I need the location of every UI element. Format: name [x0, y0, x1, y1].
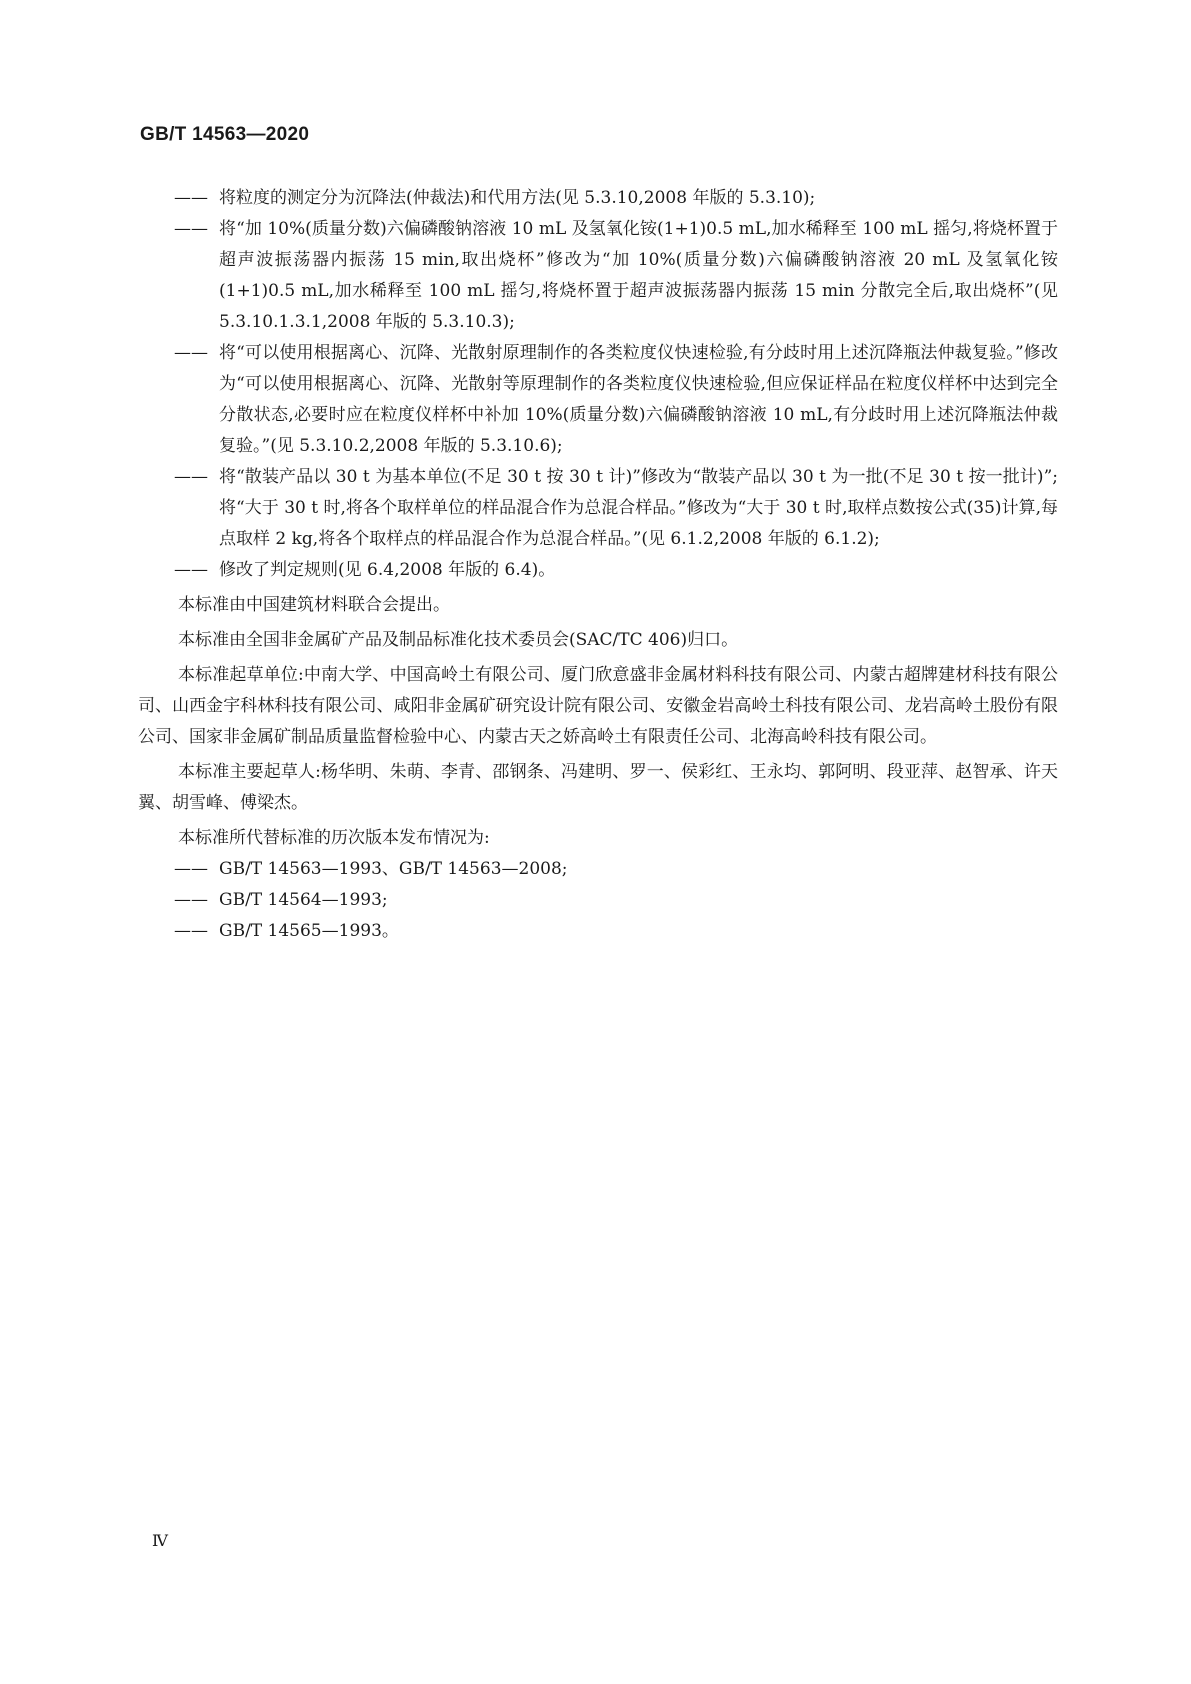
- proposed-by-paragraph: 本标准由中国建筑材料联合会提出。: [178, 595, 450, 615]
- change-text: 将粒度的测定分为沉降法(仲裁法)和代用方法(见 5.3.10,2008 年版的 5.3.10);: [219, 188, 816, 208]
- page-number: Ⅳ: [152, 1531, 168, 1550]
- change-text: 将“加 10%(质量分数)六偏磷酸钠溶液 10 mL 及氢氧化铵(1+1)0.5 mL,加水稀释至 100 mL 摇匀,将烧杯置于超声波振荡器内振荡 15 min,取出烧杯”修改为“加 10%(质量分数)六偏磷酸钠溶液 20 mL 及氢氧化铵(1+1)0.5 mL,加水稀释至 100 mL 摇匀,将烧杯置于超声波振荡器内振荡 15 min 分散完全后,取出烧杯”(见 5.3.10.1.3.1,2008 年版的 5.3.10.3);: [219, 219, 1058, 332]
- change-item: [174, 555, 1058, 586]
- change-item: [174, 338, 1058, 462]
- change-item: [174, 462, 1058, 555]
- change-text: 将“可以使用根据离心、沉降、光散射原理制作的各类粒度仪快速检验,有分歧时用上述沉降瓶法仲裁复验。”修改为“可以使用根据离心、沉降、光散射等原理制作的各类粒度仪快速检验,但应保证样品在粒度仪样杯中达到完全分散状态,必要时应在粒度仪样杯中补加 10%(质量分数)六偏磷酸钠溶液 10 mL,有分歧时用上述沉降瓶法仲裁复验。”(见 5.3.10.2,2008 年版的 5.3.10.6);: [219, 343, 1058, 456]
- dash-marker: ——: [174, 890, 208, 910]
- dash-marker: ——: [174, 188, 208, 208]
- dash-marker: ——: [174, 859, 208, 879]
- history-item: [174, 854, 1058, 885]
- dash-marker: ——: [174, 921, 208, 941]
- change-item: [174, 214, 1058, 338]
- document-body: [138, 183, 1058, 947]
- dash-marker: ——: [174, 467, 208, 487]
- change-text: 修改了判定规则(见 6.4,2008 年版的 6.4)。: [219, 560, 556, 580]
- dash-marker: ——: [174, 560, 208, 580]
- history-intro-paragraph: 本标准所代替标准的历次版本发布情况为:: [178, 828, 490, 848]
- drafting-units-paragraph: 本标准起草单位:中南大学、中国高岭土有限公司、厦门欣意盛非金属材料科技有限公司、内蒙古超牌建材科技有限公司、山西金宇科林科技有限公司、咸阳非金属矿研究设计院有限公司、安徽金岩高岭土科技有限公司、龙岩高岭土股份有限公司、国家非金属矿制品质量监督检验中心、内蒙古天之娇高岭土有限责任公司、北海高岭科技有限公司。: [138, 665, 1058, 747]
- history-item: [174, 885, 1058, 916]
- centralized-by-paragraph: 本标准由全国非金属矿产品及制品标准化技术委员会(SAC/TC 406)归口。: [178, 630, 739, 650]
- standard-code: GB/T 14563—2020: [140, 124, 310, 145]
- dash-marker: ——: [174, 343, 208, 363]
- change-item: [174, 183, 1058, 214]
- drafters-paragraph: 本标准主要起草人:杨华明、朱萌、李青、邵钢条、冯建明、罗一、侯彩红、王永均、郭阿明、段亚萍、赵智承、许天翼、胡雪峰、傅梁杰。: [138, 762, 1058, 813]
- history-text: GB/T 14565—1993。: [219, 921, 399, 941]
- history-item: [174, 916, 1058, 947]
- change-text: 将“散装产品以 30 t 为基本单位(不足 30 t 按 30 t 计)”修改为“散装产品以 30 t 为一批(不足 30 t 按一批计)”;将“大于 30 t 时,将各个取样单位的样品混合作为总混合样品。”修改为“大于 30 t 时,取样点数按公式(35)计算,每点取样 2 kg,将各个取样点的样品混合作为总混合样品。”(见 6.1.2,2008 年版的 6.1.2);: [219, 467, 1058, 549]
- history-text: GB/T 14563—1993、GB/T 14563—2008;: [219, 859, 568, 879]
- history-text: GB/T 14564—1993;: [219, 890, 388, 910]
- dash-marker: ——: [174, 219, 208, 239]
